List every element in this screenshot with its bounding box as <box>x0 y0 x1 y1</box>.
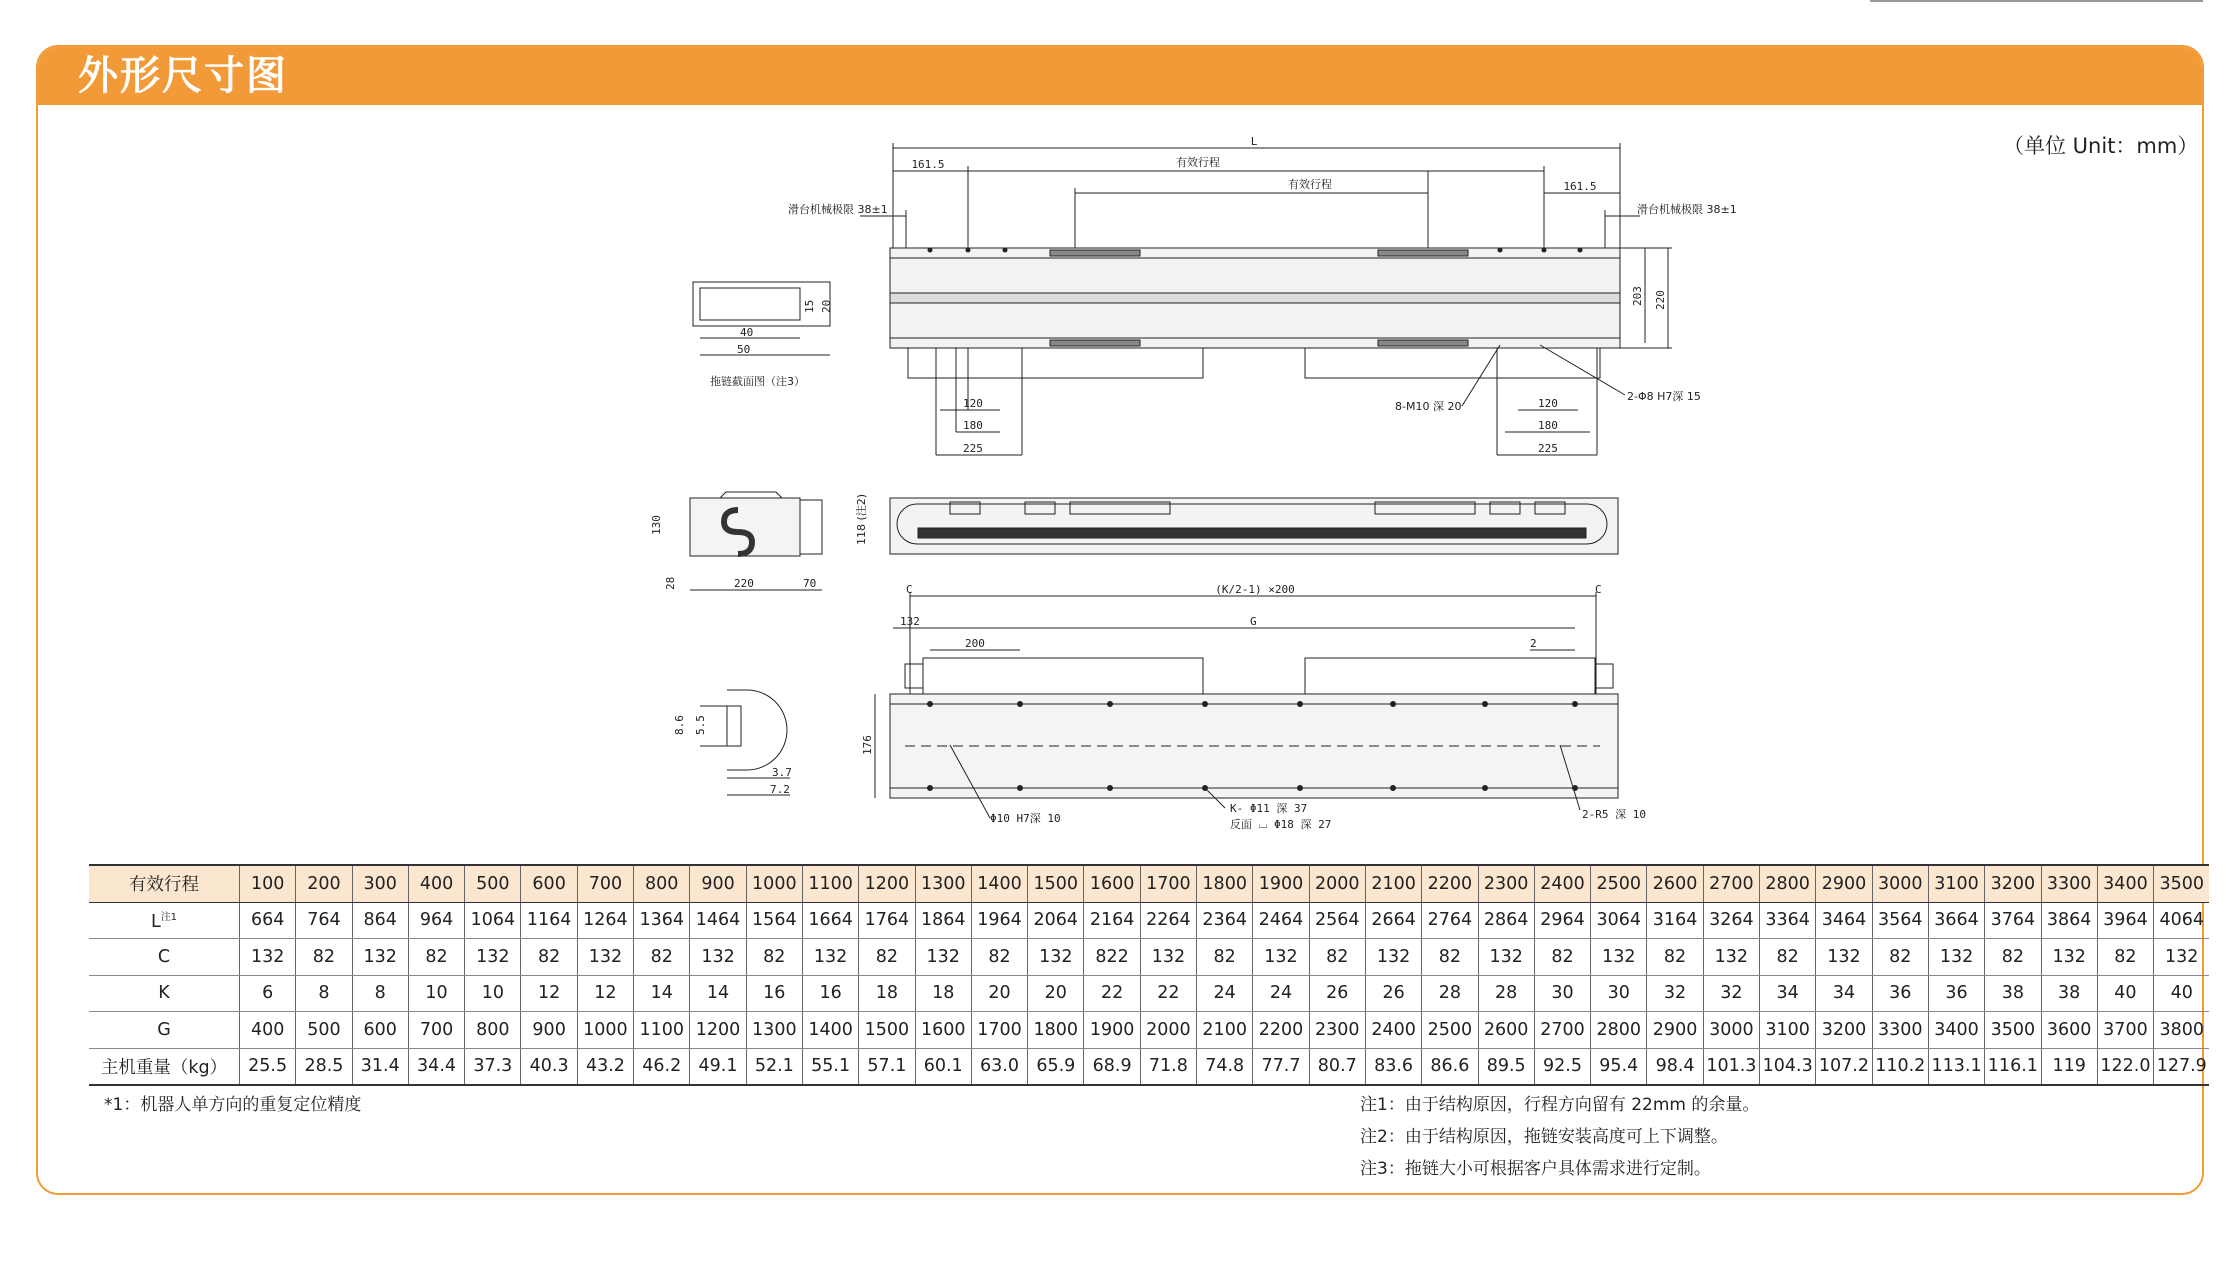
note-1: 注1：由于结构原因，行程方向留有 22mm 的余量。 <box>1360 1095 1760 1115</box>
table-cell: 1364 <box>634 902 690 939</box>
table-cell: 3500 <box>2154 865 2210 902</box>
note-3: 注3：拖链大小可根据客户具体需求进行定制。 <box>1360 1159 1711 1179</box>
table-cell: 3064 <box>1591 902 1647 939</box>
table-cell: 95.4 <box>1591 1048 1647 1085</box>
table-cell: 3400 <box>2097 865 2153 902</box>
pitch-dim: (K/2-1) ×200 <box>1215 583 1295 596</box>
table-cell: 3864 <box>2041 902 2097 939</box>
dim-132: 132 <box>900 615 920 628</box>
table-cell: 2000 <box>1140 1012 1196 1049</box>
table-cell: 1864 <box>915 902 971 939</box>
dim-180-left: 180 <box>963 419 983 432</box>
chain-w40: 40 <box>740 326 754 339</box>
table-cell: 12 <box>521 975 577 1012</box>
table-cell: 2500 <box>1591 865 1647 902</box>
table-cell: 52.1 <box>746 1048 802 1085</box>
table-cell: 127.9 <box>2154 1048 2210 1085</box>
table-cell: 1600 <box>1084 865 1140 902</box>
table-cell: 132 <box>1478 939 1534 976</box>
dim-176: 176 <box>861 735 874 755</box>
table-cell: 3600 <box>2041 1012 2097 1049</box>
table-cell: 65.9 <box>1028 1048 1084 1085</box>
chain-h20: 20 <box>820 299 833 313</box>
table-cell: 1100 <box>802 865 858 902</box>
row-label: C <box>89 939 240 976</box>
table-row <box>89 939 2209 976</box>
r5-note: 2-R5 深 10 <box>1582 808 1646 821</box>
chain-caption: 拖链截面图（注3） <box>710 375 805 388</box>
table-cell: 1664 <box>802 902 858 939</box>
table-cell: 38 <box>2041 975 2097 1012</box>
table-cell: 132 <box>1591 939 1647 976</box>
table-cell: 36 <box>1928 975 1984 1012</box>
table-cell: 132 <box>1253 939 1309 976</box>
dim-161-right: 161.5 <box>1563 180 1597 193</box>
table-cell: 764 <box>296 902 352 939</box>
table-cell: 82 <box>1534 939 1590 976</box>
table-cell: 2964 <box>1534 902 1590 939</box>
table-cell: 83.6 <box>1365 1048 1421 1085</box>
table-cell: 36 <box>1872 975 1928 1012</box>
table-cell: 1264 <box>577 902 633 939</box>
table-cell: 400 <box>408 865 464 902</box>
table-cell: 132 <box>690 939 746 976</box>
table-cell: 1700 <box>1140 865 1196 902</box>
table-cell: 132 <box>577 939 633 976</box>
table-cell: 1200 <box>859 865 915 902</box>
table-cell: 82 <box>521 939 577 976</box>
dim-203: 203 <box>1631 286 1644 306</box>
table-cell: 132 <box>2154 939 2210 976</box>
table-cell: 38 <box>1985 975 2041 1012</box>
table-cell: 3964 <box>2097 902 2153 939</box>
unit-note: （单位 Unit：mm） <box>2003 134 2199 158</box>
table-cell: 40 <box>2097 975 2153 1012</box>
table-cell: 700 <box>577 865 633 902</box>
footnote-repeatability: *1：机器人单方向的重复定位精度 <box>104 1095 362 1115</box>
table-cell: 82 <box>1760 939 1816 976</box>
table-cell: 3200 <box>1816 1012 1872 1049</box>
table-cell: 132 <box>465 939 521 976</box>
table-cell: 26 <box>1365 975 1421 1012</box>
table-cell: 68.9 <box>1084 1048 1140 1085</box>
table-cell: 82 <box>408 939 464 976</box>
table-cell: 8 <box>296 975 352 1012</box>
dim-stroke-1: 有效行程 <box>1176 156 1220 169</box>
chain-h15: 15 <box>803 299 816 313</box>
table-cell: 3300 <box>2041 865 2097 902</box>
table-cell: 2100 <box>1197 1012 1253 1049</box>
table-cell: 3564 <box>1872 902 1928 939</box>
table-cell: 63.0 <box>971 1048 1027 1085</box>
table-cell: 28 <box>1478 975 1534 1012</box>
table-cell: 2800 <box>1591 1012 1647 1049</box>
dim-120-left: 120 <box>963 397 983 410</box>
table-cell: 57.1 <box>859 1048 915 1085</box>
dim-200: 200 <box>965 637 985 650</box>
table-cell: 3300 <box>1872 1012 1928 1049</box>
table-cell: 28.5 <box>296 1048 352 1085</box>
table-cell: 2500 <box>1422 1012 1478 1049</box>
dim-180-right: 180 <box>1538 419 1558 432</box>
table-cell: 82 <box>1309 939 1365 976</box>
table-cell: 55.1 <box>802 1048 858 1085</box>
table-cell: 3000 <box>1703 1012 1759 1049</box>
table-cell: 10 <box>465 975 521 1012</box>
dim-225-right: 225 <box>1538 442 1558 455</box>
table-cell: 32 <box>1647 975 1703 1012</box>
table-cell: 1700 <box>971 1012 1027 1049</box>
table-cell: 1900 <box>1253 865 1309 902</box>
table-cell: 132 <box>1028 939 1084 976</box>
table-cell: 800 <box>634 865 690 902</box>
table-cell: 132 <box>1816 939 1872 976</box>
table-cell: 1464 <box>690 902 746 939</box>
table-cell: 98.4 <box>1647 1048 1703 1085</box>
table-cell: 10 <box>408 975 464 1012</box>
table-cell: 132 <box>1140 939 1196 976</box>
spec-table <box>89 864 2209 1086</box>
table-cell: 132 <box>802 939 858 976</box>
table-cell: 24 <box>1197 975 1253 1012</box>
c-left: C <box>906 583 913 596</box>
table-cell: 77.7 <box>1253 1048 1309 1085</box>
table-cell: 600 <box>521 865 577 902</box>
table-cell: 1200 <box>690 1012 746 1049</box>
table-cell: 900 <box>521 1012 577 1049</box>
table-cell: 1500 <box>1028 865 1084 902</box>
table-cell: 2800 <box>1760 865 1816 902</box>
row-label: G <box>89 1012 240 1049</box>
table-cell: 101.3 <box>1703 1048 1759 1085</box>
table-cell: 132 <box>1365 939 1421 976</box>
table-cell: 1764 <box>859 902 915 939</box>
table-cell: 2764 <box>1422 902 1478 939</box>
table-row <box>89 975 2209 1012</box>
dim-2: 2 <box>1530 637 1537 650</box>
table-cell: 8 <box>352 975 408 1012</box>
table-cell: 71.8 <box>1140 1048 1196 1085</box>
table-cell: 28 <box>1422 975 1478 1012</box>
table-cell: 26 <box>1309 975 1365 1012</box>
table-cell: 1000 <box>577 1012 633 1049</box>
chain-section <box>693 282 833 388</box>
table-cell: 2100 <box>1365 865 1421 902</box>
table-cell: 6 <box>240 975 296 1012</box>
table-cell: 82 <box>1872 939 1928 976</box>
m10-note: 8-M10 深 20 <box>1395 400 1462 413</box>
table-cell: 132 <box>352 939 408 976</box>
table-cell: 82 <box>1647 939 1703 976</box>
table-row <box>89 865 2209 902</box>
table-cell: 664 <box>240 902 296 939</box>
table-cell: 14 <box>690 975 746 1012</box>
table-cell: 1964 <box>971 902 1027 939</box>
detail-h55: 5.5 <box>694 715 707 735</box>
limit-left: 滑台机械极限 38±1 <box>788 203 888 216</box>
table-cell: 132 <box>240 939 296 976</box>
holes-note: K- Φ11 深 37 <box>1230 802 1308 815</box>
table-cell: 82 <box>1422 939 1478 976</box>
table-cell: 3200 <box>1985 865 2041 902</box>
row-label: K <box>89 975 240 1012</box>
table-cell: 46.2 <box>634 1048 690 1085</box>
end-w220: 220 <box>734 577 754 590</box>
table-cell: 60.1 <box>915 1048 971 1085</box>
table-cell: 31.4 <box>352 1048 408 1085</box>
table-cell: 132 <box>1703 939 1759 976</box>
table-cell: 82 <box>1985 939 2041 976</box>
table-cell: 3764 <box>1985 902 2041 939</box>
table-cell: 20 <box>971 975 1027 1012</box>
table-cell: 16 <box>802 975 858 1012</box>
table-cell: 3164 <box>1647 902 1703 939</box>
table-cell: 14 <box>634 975 690 1012</box>
pin-note: 2-Φ8 H7深 15 <box>1627 390 1701 403</box>
table-cell: 3100 <box>1760 1012 1816 1049</box>
dim-161-left: 161.5 <box>911 158 945 171</box>
side-view <box>855 494 1618 554</box>
chain-w50: 50 <box>737 343 751 356</box>
table-cell: 964 <box>408 902 464 939</box>
table-cell: 132 <box>1928 939 1984 976</box>
end-w70: 70 <box>803 577 817 590</box>
table-cell: 1300 <box>746 1012 802 1049</box>
table-cell: 3500 <box>1985 1012 2041 1049</box>
table-cell: 300 <box>352 865 408 902</box>
table-cell: 822 <box>1084 939 1140 976</box>
table-cell: 2700 <box>1703 865 1759 902</box>
table-cell: 104.3 <box>1760 1048 1816 1085</box>
table-cell: 110.2 <box>1872 1048 1928 1085</box>
table-cell: 1000 <box>746 865 802 902</box>
table-cell: 82 <box>1197 939 1253 976</box>
table-cell: 2900 <box>1816 865 1872 902</box>
table-cell: 400 <box>240 1012 296 1049</box>
table-cell: 22 <box>1084 975 1140 1012</box>
table-cell: 34 <box>1760 975 1816 1012</box>
table-cell: 82 <box>296 939 352 976</box>
table-cell: 116.1 <box>1985 1048 2041 1085</box>
table-cell: 1900 <box>1084 1012 1140 1049</box>
table-cell: 1300 <box>915 865 971 902</box>
table-cell: 3400 <box>1928 1012 1984 1049</box>
table-cell: 12 <box>577 975 633 1012</box>
table-cell: 3000 <box>1872 865 1928 902</box>
table-cell: 1164 <box>521 902 577 939</box>
bottom-view <box>861 583 1646 831</box>
table-row <box>89 1012 2209 1049</box>
table-cell: 1064 <box>465 902 521 939</box>
detail-w37: 3.7 <box>772 766 792 779</box>
side-h118: 118 (注2) <box>855 493 868 545</box>
table-cell: 2400 <box>1534 865 1590 902</box>
table-cell: 864 <box>352 902 408 939</box>
table-cell: 3664 <box>1928 902 1984 939</box>
table-cell: 37.3 <box>465 1048 521 1085</box>
table-row <box>89 1048 2209 1085</box>
table-cell: 34.4 <box>408 1048 464 1085</box>
table-cell: 2200 <box>1422 865 1478 902</box>
dim-225-left: 225 <box>963 442 983 455</box>
table-cell: 2664 <box>1365 902 1421 939</box>
table-row <box>89 902 2209 939</box>
table-cell: 3264 <box>1703 902 1759 939</box>
table-cell: 3464 <box>1816 902 1872 939</box>
table-cell: 18 <box>915 975 971 1012</box>
dim-G: G <box>1250 615 1257 628</box>
dim-220: 220 <box>1654 290 1667 310</box>
table-cell: 80.7 <box>1309 1048 1365 1085</box>
counterbore-note: 反面 ⌴ Φ18 深 27 <box>1230 818 1332 831</box>
table-cell: 92.5 <box>1534 1048 1590 1085</box>
table-cell: 2164 <box>1084 902 1140 939</box>
table-cell: 1800 <box>1028 1012 1084 1049</box>
section-title: 外形尺寸图 <box>78 53 288 99</box>
note-2: 注2：由于结构原因，拖链安装高度可上下调整。 <box>1360 1127 1728 1147</box>
table-cell: 82 <box>971 939 1027 976</box>
table-cell: 2000 <box>1309 865 1365 902</box>
table-cell: 20 <box>1028 975 1084 1012</box>
table-cell: 132 <box>2041 939 2097 976</box>
table-cell: 500 <box>465 865 521 902</box>
table-cell: 3364 <box>1760 902 1816 939</box>
table-cell: 74.8 <box>1197 1048 1253 1085</box>
table-cell: 2364 <box>1197 902 1253 939</box>
table-cell: 900 <box>690 865 746 902</box>
end-h28: 28 <box>664 576 677 590</box>
table-cell: 132 <box>915 939 971 976</box>
table-cell: 30 <box>1534 975 1590 1012</box>
table-cell: 3700 <box>2097 1012 2153 1049</box>
table-cell: 32 <box>1703 975 1759 1012</box>
end-view-logo: S <box>736 530 737 531</box>
table-cell: 82 <box>746 939 802 976</box>
pin-hole-note: Φ10 H7深 10 <box>990 812 1061 825</box>
table-cell: 25.5 <box>240 1048 296 1085</box>
table-cell: 113.1 <box>1928 1048 1984 1085</box>
table-cell: 24 <box>1253 975 1309 1012</box>
table-cell: 2864 <box>1478 902 1534 939</box>
table-cell: 2564 <box>1309 902 1365 939</box>
table-cell: 30 <box>1591 975 1647 1012</box>
table-cell: 4064 <box>2154 902 2210 939</box>
top-view <box>788 135 1737 455</box>
table-cell: 3800 <box>2154 1012 2210 1049</box>
table-cell: 800 <box>465 1012 521 1049</box>
table-cell: 2400 <box>1365 1012 1421 1049</box>
row-label: 主机重量（kg） <box>89 1048 240 1085</box>
table-cell: 200 <box>296 865 352 902</box>
table-cell: 1400 <box>971 865 1027 902</box>
table-cell: 2900 <box>1647 1012 1703 1049</box>
table-cell: 2300 <box>1478 865 1534 902</box>
table-cell: 107.2 <box>1816 1048 1872 1085</box>
table-cell: 40.3 <box>521 1048 577 1085</box>
table-cell: 2600 <box>1478 1012 1534 1049</box>
table-cell: 18 <box>859 975 915 1012</box>
hole-detail <box>673 690 792 796</box>
table-cell: 122.0 <box>2097 1048 2153 1085</box>
table-cell: 43.2 <box>577 1048 633 1085</box>
dim-stroke-2: 有效行程 <box>1288 178 1332 191</box>
table-cell: 16 <box>746 975 802 1012</box>
table-cell: 100 <box>240 865 296 902</box>
table-cell: 49.1 <box>690 1048 746 1085</box>
limit-right: 滑台机械极限 38±1 <box>1637 203 1737 216</box>
table-cell: 89.5 <box>1478 1048 1534 1085</box>
c-right: C <box>1595 583 1602 596</box>
table-cell: 82 <box>634 939 690 976</box>
table-cell: 119 <box>2041 1048 2097 1085</box>
table-cell: 2300 <box>1309 1012 1365 1049</box>
detail-w72: 7.2 <box>770 783 790 796</box>
table-cell: 600 <box>352 1012 408 1049</box>
end-h130: 130 <box>650 515 663 535</box>
table-cell: 2264 <box>1140 902 1196 939</box>
table-cell: 1500 <box>859 1012 915 1049</box>
table-cell: 1400 <box>802 1012 858 1049</box>
dim-L: L <box>1250 135 1258 148</box>
row-label: 有效行程 <box>89 865 240 902</box>
table-cell: 2064 <box>1028 902 1084 939</box>
table-cell: 1564 <box>746 902 802 939</box>
table-cell: 2600 <box>1647 865 1703 902</box>
table-cell: 82 <box>2097 939 2153 976</box>
table-cell: 22 <box>1140 975 1196 1012</box>
table-cell: 1100 <box>634 1012 690 1049</box>
table-cell: 1800 <box>1197 865 1253 902</box>
table-cell: 2700 <box>1534 1012 1590 1049</box>
dim-120-right: 120 <box>1538 397 1558 410</box>
table-cell: 34 <box>1816 975 1872 1012</box>
table-cell: 40 <box>2154 975 2210 1012</box>
end-view <box>650 492 822 590</box>
table-cell: 500 <box>296 1012 352 1049</box>
table-cell: 1600 <box>915 1012 971 1049</box>
row-label: $L^{注1}$ <box>89 902 240 939</box>
table-cell: 2200 <box>1253 1012 1309 1049</box>
table-cell: 700 <box>408 1012 464 1049</box>
table-cell: 3100 <box>1928 865 1984 902</box>
detail-h86: 8.6 <box>673 715 686 735</box>
table-cell: 2464 <box>1253 902 1309 939</box>
table-cell: 82 <box>859 939 915 976</box>
table-cell: 86.6 <box>1422 1048 1478 1085</box>
